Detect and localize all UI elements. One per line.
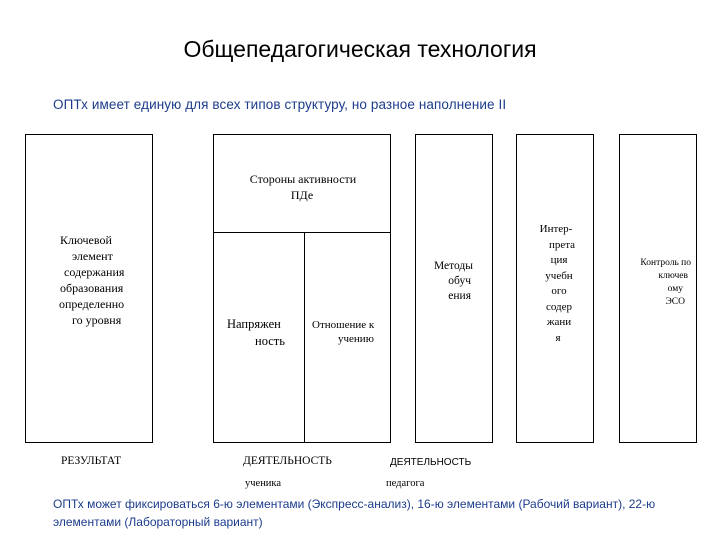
- attitude-text: Отношение к учению: [312, 319, 375, 345]
- student-label: ученика: [245, 478, 282, 489]
- activity-inner-divider: [304, 233, 305, 443]
- teacher-label: педагога: [386, 478, 425, 489]
- control-text: Контроль по ключев ому ЭСО: [640, 258, 691, 307]
- activity-sides-heading: Стороны активности ПДе: [249, 172, 357, 202]
- key-element-text: Ключевой элемент содержания образования определенно го уровня: [59, 233, 125, 327]
- page-title: Общепедагогическая технология: [183, 36, 537, 62]
- result-label: РЕЗУЛЬТАТ: [61, 455, 122, 467]
- activity-label-1: ДЕЯТЕЛЬНОСТЬ: [243, 455, 332, 467]
- tension-text: Напряжен ность: [227, 317, 285, 348]
- interpretation-text: Интер- прета ция учебн ого содер жани я: [539, 223, 576, 344]
- methods-text: Методы обуч ения: [433, 260, 473, 302]
- footnote: ОПТх может фиксироваться 6-ю элементами (Экспресс-анализ), 16-ю элементами (Рабочий вариант), 22-ю элементами (Лабораторный вариант): [53, 497, 656, 529]
- activity-sides-divider: [213, 232, 391, 233]
- activity-label-2: ДЕЯТЕЛЬНОСТЬ: [390, 457, 472, 468]
- page-subtitle: ОПТх имеет единую для всех типов структуру, но разное наполнение II: [53, 97, 507, 112]
